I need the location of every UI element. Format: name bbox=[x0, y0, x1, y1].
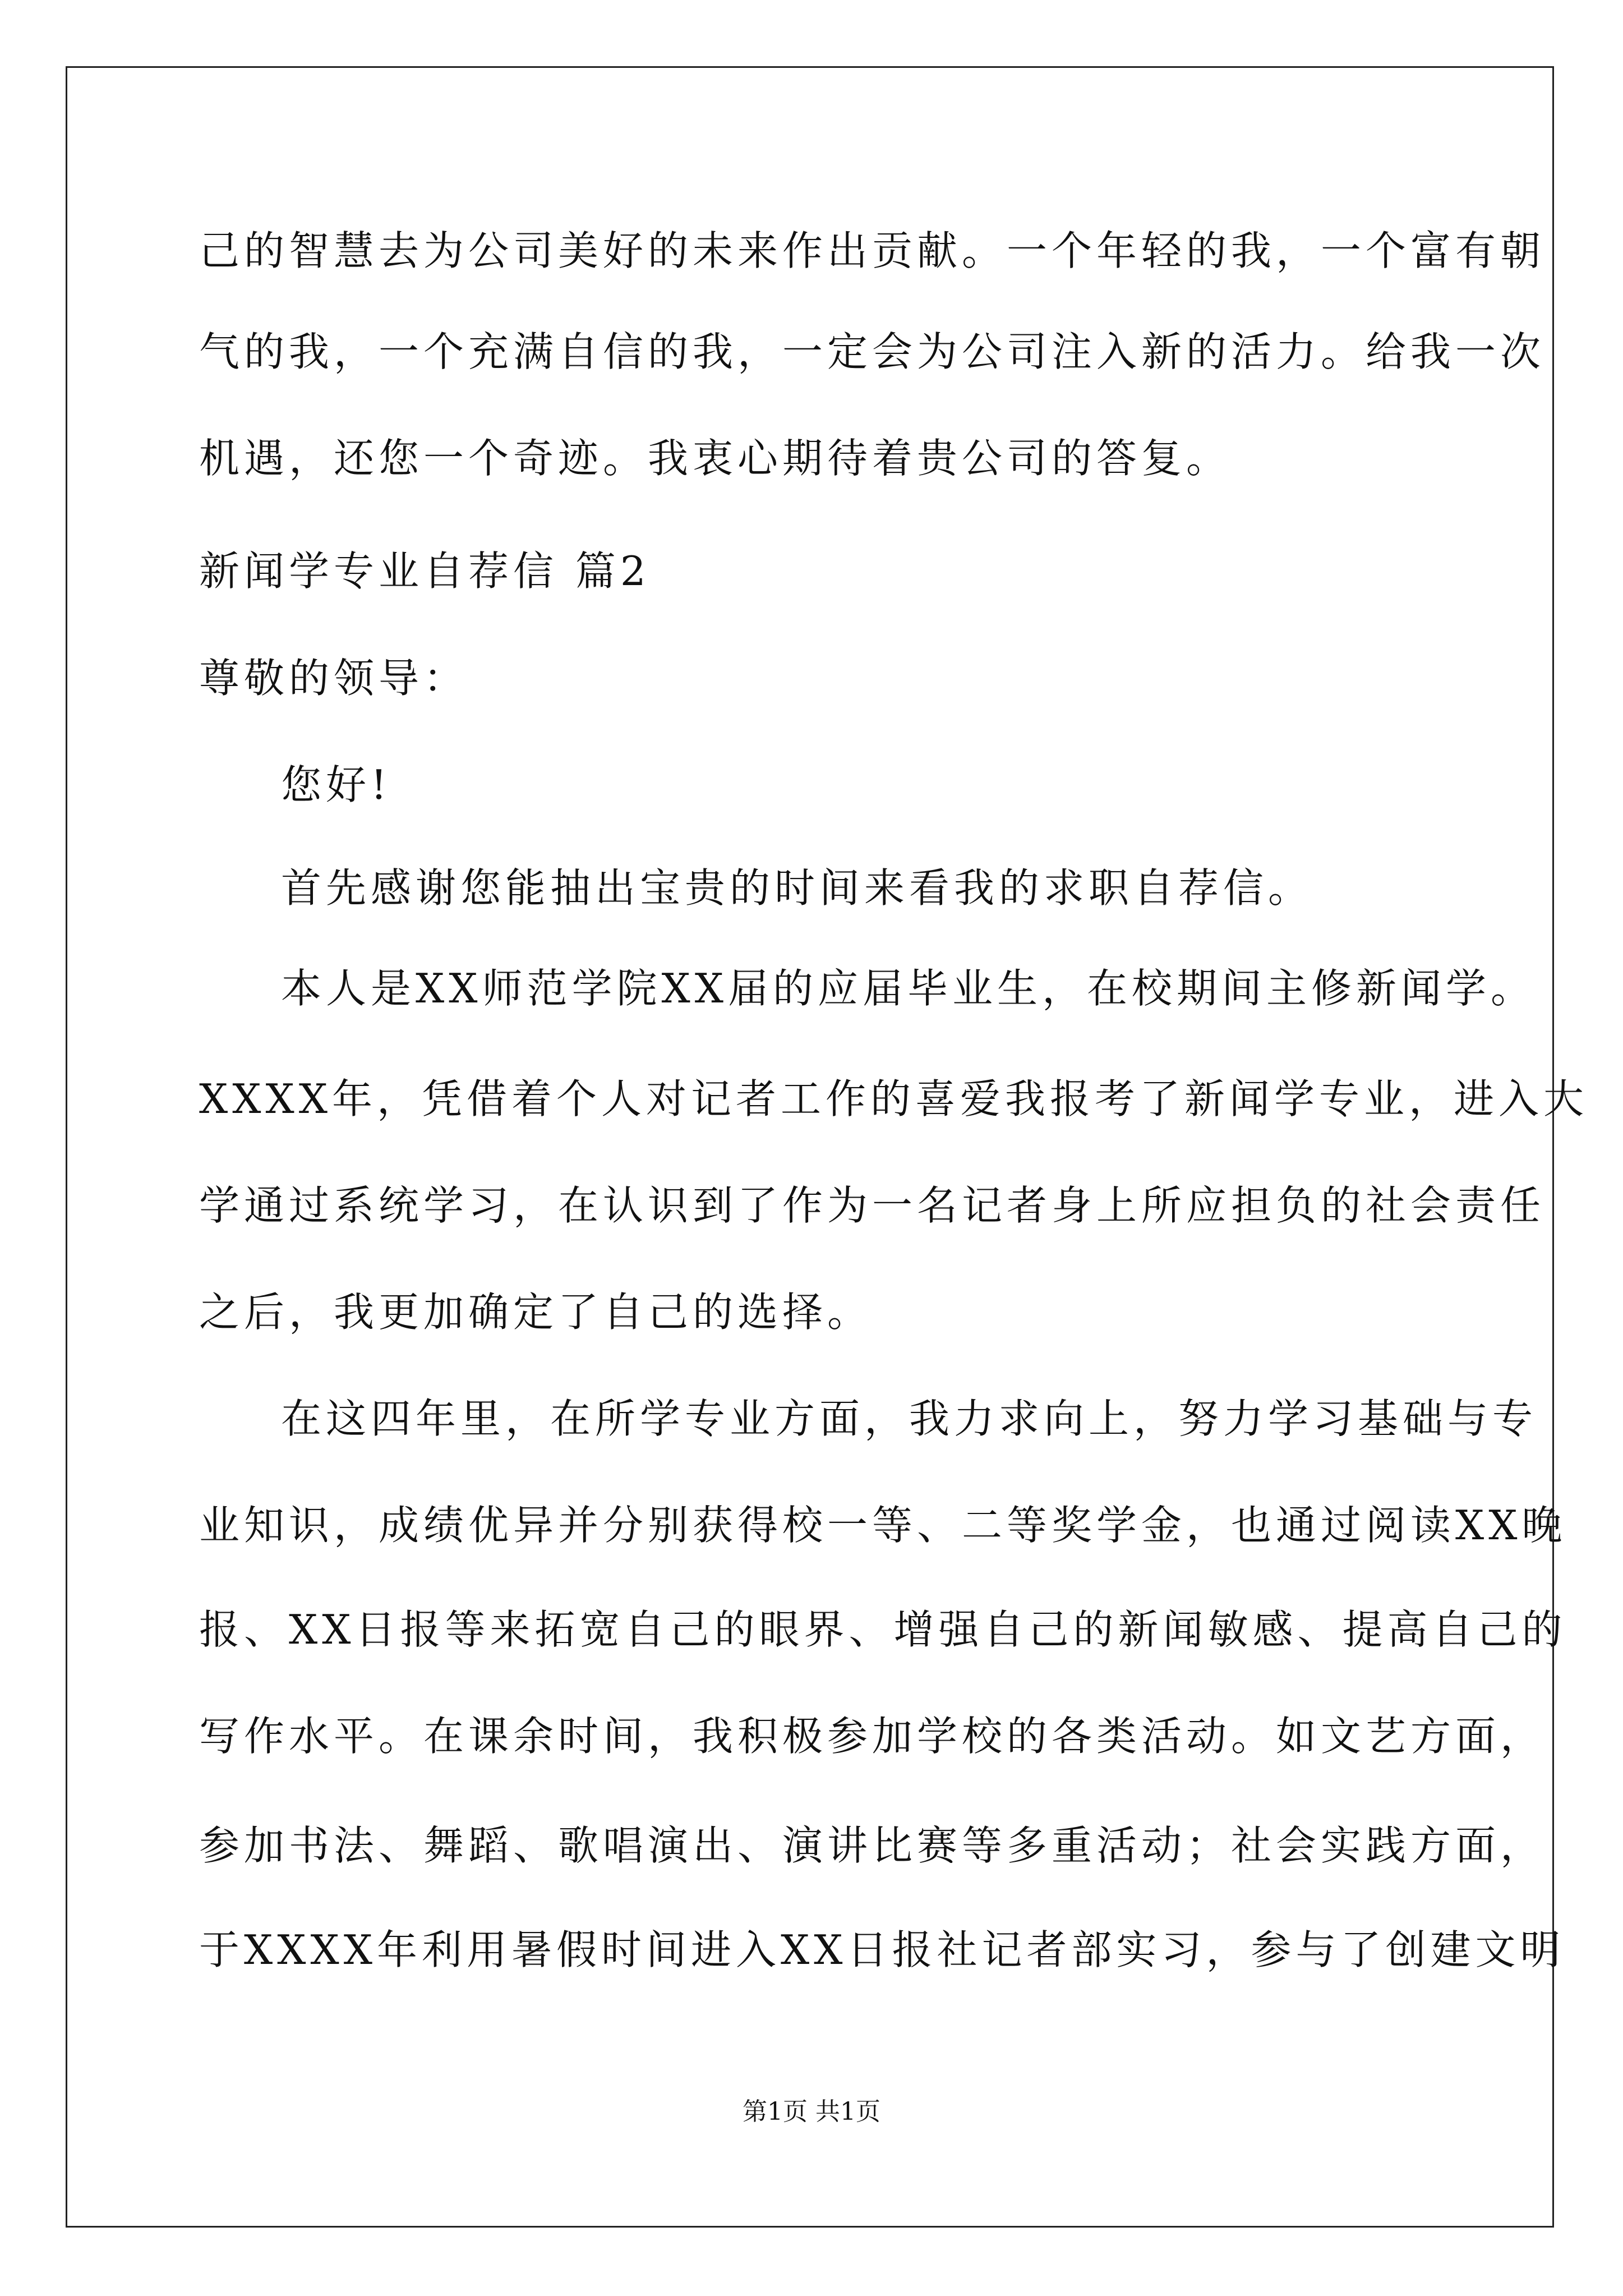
body-line-2: 气的我，一个充满自信的我，一定会为公司注入新的活力。给我一次 bbox=[199, 328, 1546, 375]
body-line-7: 首先感谢您能抽出宝贵的时间来看我的求职自荐信。 bbox=[281, 864, 1313, 912]
salutation: 尊敬的领导： bbox=[199, 655, 469, 702]
body-line-17: 于XXXX年利用暑假时间进入XX日报社记者部实习，参与了创建文明 bbox=[199, 1926, 1565, 1973]
body-line-12: 在这四年里，在所学专业方面，我力求向上，努力学习基础与专 bbox=[281, 1395, 1538, 1442]
body-line-16: 参加书法、舞蹈、歌唱演出、演讲比赛等多重活动；社会实践方面， bbox=[199, 1822, 1546, 1869]
body-line-15: 写作水平。在课余时间，我积极参加学校的各类活动。如文艺方面， bbox=[199, 1713, 1546, 1760]
page-number-footer: 第1页 共1页 bbox=[743, 2097, 880, 2126]
body-line-13: 业知识，成绩优异并分别获得校一等、二等奖学金，也通过阅读XX晚 bbox=[199, 1502, 1567, 1549]
section-title: 新闻学专业自荐信 篇2 bbox=[199, 547, 651, 595]
body-line-11: 之后，我更加确定了自己的选择。 bbox=[199, 1289, 873, 1336]
page-border bbox=[66, 66, 1589, 2228]
body-line-8: 本人是XX师范学院XX届的应届毕业生，在校期间主修新闻学。 bbox=[281, 965, 1536, 1012]
body-line-10: 学通过系统学习，在认识到了作为一名记者身上所应担负的社会责任 bbox=[199, 1182, 1546, 1229]
body-line-9: XXXX年，凭借着个人对记者工作的喜爱我报考了新闻学专业，进入大 bbox=[199, 1075, 1589, 1122]
body-line-1: 己的智慧去为公司美好的未来作出贡献。一个年轻的我，一个富有朝 bbox=[199, 227, 1546, 274]
body-line-3: 机遇，还您一个奇迹。我衷心期待着贵公司的答复。 bbox=[199, 435, 1232, 482]
body-line-14: 报、XX日报等来拓宽自己的眼界、增强自己的新闻敏感、提高自己的 bbox=[199, 1606, 1567, 1653]
greeting: 您好! bbox=[281, 761, 391, 808]
